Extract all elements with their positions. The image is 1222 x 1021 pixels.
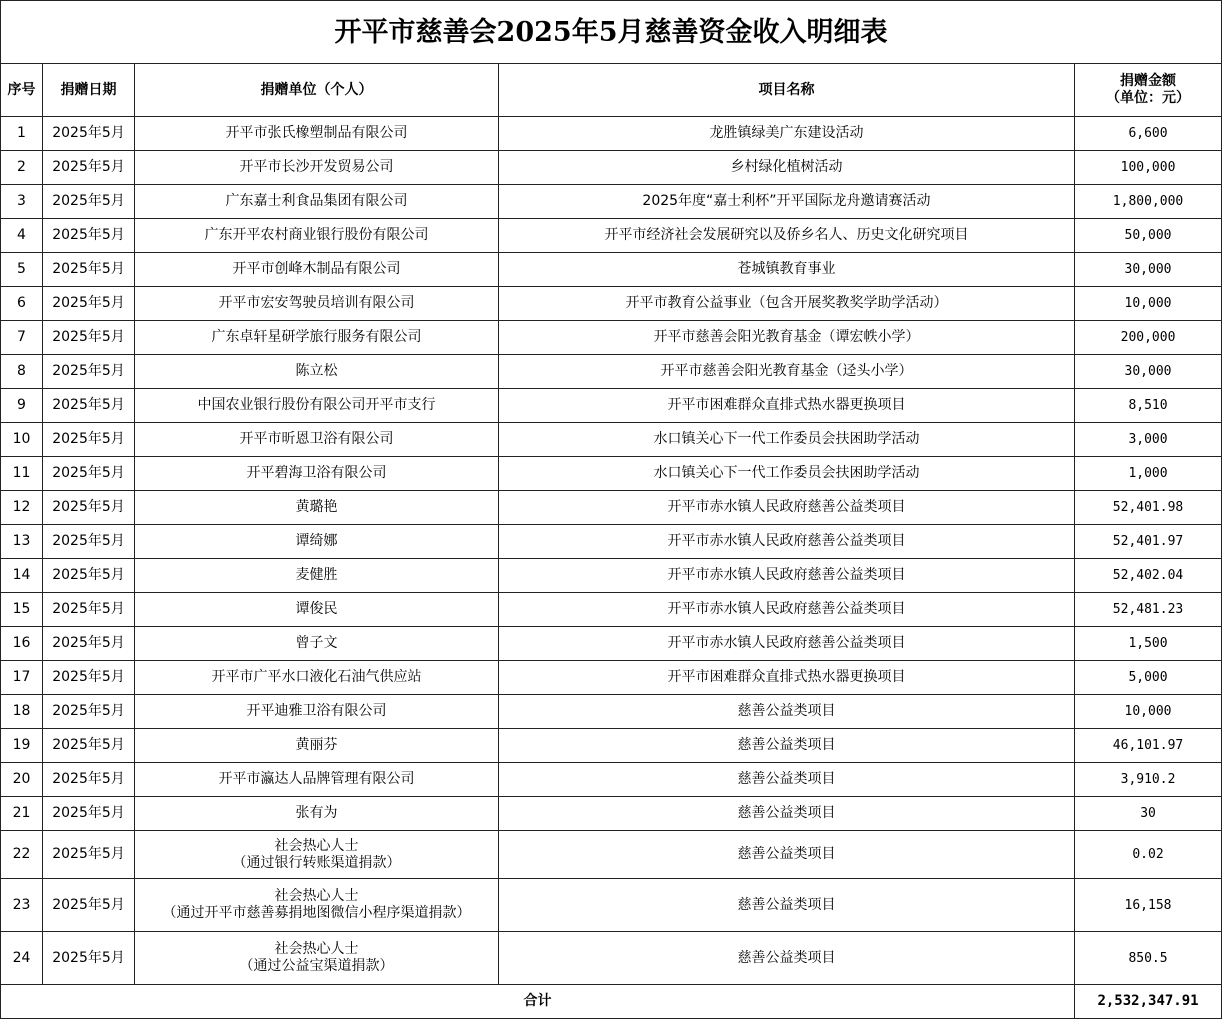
row-amount: 100,000 [1075,151,1222,185]
row-donor: 谭绮娜 [135,525,499,559]
row-donor-line1: 社会热心人士 [274,837,359,854]
row-index: 13 [1,525,43,559]
row-project: 龙胜镇绿美广东建设活动 [499,117,1075,151]
row-project: 慈善公益类项目 [499,695,1075,729]
row-donor: 广东嘉士利食品集团有限公司 [135,185,499,219]
row-index: 4 [1,219,43,253]
row-donor: 广东卓轩星研学旅行服务有限公司 [135,321,499,355]
row-index: 23 [1,879,43,932]
row-amount: 6,600 [1075,117,1222,151]
table-row [1,423,1222,457]
row-donor: 麦健胜 [135,559,499,593]
row-project: 水口镇关心下一代工作委员会扶困助学活动 [499,423,1075,457]
row-amount: 1,000 [1075,457,1222,491]
row-date: 2025年5月 [43,879,135,932]
table-row [1,389,1222,423]
row-index: 9 [1,389,43,423]
row-index: 19 [1,729,43,763]
row-date: 2025年5月 [43,457,135,491]
row-donor [135,831,499,879]
table-row [1,525,1222,559]
row-date: 2025年5月 [43,797,135,831]
total-row [1,985,1222,1019]
row-amount: 850.5 [1075,932,1222,985]
row-donor: 黄丽芬 [135,729,499,763]
row-index: 8 [1,355,43,389]
table-row [1,661,1222,695]
row-amount: 50,000 [1075,219,1222,253]
row-amount: 8,510 [1075,389,1222,423]
table-row [1,219,1222,253]
row-donor-line1: 社会热心人士 [274,888,359,904]
row-project: 开平市赤水镇人民政府慈善公益类项目 [499,491,1075,525]
row-amount: 52,401.97 [1075,525,1222,559]
table-row [1,797,1222,831]
row-amount: 16,158 [1075,879,1222,932]
row-date: 2025年5月 [43,423,135,457]
table-row [1,593,1222,627]
row-project: 开平市经济社会发展研究以及侨乡名人、历史文化研究项目 [499,219,1075,253]
row-date: 2025年5月 [43,389,135,423]
table-row [1,932,1222,985]
page-title: 开平市慈善会2025年5月慈善资金收入明细表 [1,1,1222,64]
row-date: 2025年5月 [43,117,135,151]
header-row [1,64,1222,117]
row-donor: 开平市宏安驾驶员培训有限公司 [135,287,499,321]
row-donor: 黄璐艳 [135,491,499,525]
table-row [1,559,1222,593]
row-project: 开平市赤水镇人民政府慈善公益类项目 [499,559,1075,593]
row-amount: 200,000 [1075,321,1222,355]
row-donor: 开平市长沙开发贸易公司 [135,151,499,185]
row-donor: 张有为 [135,797,499,831]
row-donor [135,879,499,932]
row-project: 开平市困难群众直排式热水器更换项目 [499,661,1075,695]
header-amount-line2: （单位：元） [1106,90,1191,106]
row-amount: 52,481.23 [1075,593,1222,627]
row-amount: 52,401.98 [1075,491,1222,525]
row-date: 2025年5月 [43,253,135,287]
row-amount: 10,000 [1075,695,1222,729]
row-amount: 30,000 [1075,355,1222,389]
table-row [1,287,1222,321]
header-index: 序号 [1,64,43,117]
row-index: 14 [1,559,43,593]
row-date: 2025年5月 [43,729,135,763]
row-project: 开平市教育公益事业（包含开展奖教奖学助学活动） [499,287,1075,321]
row-donor: 开平市昕恩卫浴有限公司 [135,423,499,457]
row-donor: 开平市张氏橡塑制品有限公司 [135,117,499,151]
row-index: 18 [1,695,43,729]
row-donor-line2: （通过银行转账渠道捐款） [232,854,401,871]
row-index: 20 [1,763,43,797]
row-donor-line1: 社会热心人士 [274,941,359,957]
row-date: 2025年5月 [43,185,135,219]
row-date: 2025年5月 [43,491,135,525]
row-donor [135,932,499,985]
row-index: 5 [1,253,43,287]
row-index: 7 [1,321,43,355]
row-project: 慈善公益类项目 [499,763,1075,797]
total-amount: 2,532,347.91 [1075,985,1222,1019]
row-date: 2025年5月 [43,219,135,253]
row-amount: 46,101.97 [1075,729,1222,763]
row-index: 24 [1,932,43,985]
row-amount: 1,500 [1075,627,1222,661]
row-project: 开平市困难群众直排式热水器更换项目 [499,389,1075,423]
row-donor: 开平市创峰木制品有限公司 [135,253,499,287]
row-amount: 5,000 [1075,661,1222,695]
table-row [1,117,1222,151]
row-project: 开平市赤水镇人民政府慈善公益类项目 [499,525,1075,559]
row-project: 慈善公益类项目 [499,729,1075,763]
row-project: 慈善公益类项目 [499,831,1075,879]
row-index: 3 [1,185,43,219]
table-row [1,355,1222,389]
row-project: 乡村绿化植树活动 [499,151,1075,185]
row-project: 开平市赤水镇人民政府慈善公益类项目 [499,627,1075,661]
row-donor: 开平迪雅卫浴有限公司 [135,695,499,729]
row-donor-line2: （通过开平市慈善募捐地图微信小程序渠道捐款） [162,905,471,921]
row-project: 开平市慈善会阳光教育基金（迳头小学） [499,355,1075,389]
row-date: 2025年5月 [43,287,135,321]
row-date: 2025年5月 [43,831,135,879]
row-project: 慈善公益类项目 [499,797,1075,831]
row-index: 17 [1,661,43,695]
row-amount: 3,910.2 [1075,763,1222,797]
row-date: 2025年5月 [43,321,135,355]
total-label: 合计 [1,985,1075,1019]
table-row [1,763,1222,797]
header-project: 项目名称 [499,64,1075,117]
row-donor: 开平市瀛达人品牌管理有限公司 [135,763,499,797]
row-date: 2025年5月 [43,763,135,797]
row-project: 开平市慈善会阳光教育基金（谭宏帙小学） [499,321,1075,355]
row-donor: 谭俊民 [135,593,499,627]
row-amount: 1,800,000 [1075,185,1222,219]
table-row [1,321,1222,355]
row-amount: 52,402.04 [1075,559,1222,593]
header-amount [1075,64,1222,117]
row-date: 2025年5月 [43,627,135,661]
row-donor: 广东开平农村商业银行股份有限公司 [135,219,499,253]
row-index: 11 [1,457,43,491]
table-row [1,695,1222,729]
row-date: 2025年5月 [43,661,135,695]
row-amount: 30,000 [1075,253,1222,287]
row-date: 2025年5月 [43,525,135,559]
row-project: 慈善公益类项目 [499,879,1075,932]
table-row [1,253,1222,287]
row-date: 2025年5月 [43,932,135,985]
table-row [1,457,1222,491]
row-project: 慈善公益类项目 [499,932,1075,985]
row-index: 2 [1,151,43,185]
row-amount: 10,000 [1075,287,1222,321]
header-amount-line1: 捐赠金额 [1120,73,1177,89]
row-index: 21 [1,797,43,831]
row-project: 开平市赤水镇人民政府慈善公益类项目 [499,593,1075,627]
table-row [1,831,1222,879]
row-date: 2025年5月 [43,559,135,593]
row-donor: 陈立松 [135,355,499,389]
table-row [1,491,1222,525]
row-index: 10 [1,423,43,457]
header-donor: 捐赠单位（个人） [135,64,499,117]
row-donor: 曾子文 [135,627,499,661]
table-row [1,729,1222,763]
row-project: 水口镇关心下一代工作委员会扶困助学活动 [499,457,1075,491]
table-row [1,879,1222,932]
row-project: 苍城镇教育事业 [499,253,1075,287]
table-row [1,151,1222,185]
row-index: 12 [1,491,43,525]
row-donor: 开平市广平水口液化石油气供应站 [135,661,499,695]
row-index: 1 [1,117,43,151]
header-date: 捐赠日期 [43,64,135,117]
row-donor: 中国农业银行股份有限公司开平市支行 [135,389,499,423]
row-date: 2025年5月 [43,151,135,185]
row-date: 2025年5月 [43,355,135,389]
row-project: 2025年度“嘉士利杯”开平国际龙舟邀请赛活动 [499,185,1075,219]
row-index: 15 [1,593,43,627]
row-amount: 0.02 [1075,831,1222,879]
row-donor: 开平碧海卫浴有限公司 [135,457,499,491]
row-index: 16 [1,627,43,661]
row-donor-line2: （通过公益宝渠道捐款） [239,958,394,974]
row-index: 6 [1,287,43,321]
row-amount: 30 [1075,797,1222,831]
table-row [1,185,1222,219]
row-date: 2025年5月 [43,593,135,627]
row-amount: 3,000 [1075,423,1222,457]
row-date: 2025年5月 [43,695,135,729]
table-row [1,627,1222,661]
row-index: 22 [1,831,43,879]
